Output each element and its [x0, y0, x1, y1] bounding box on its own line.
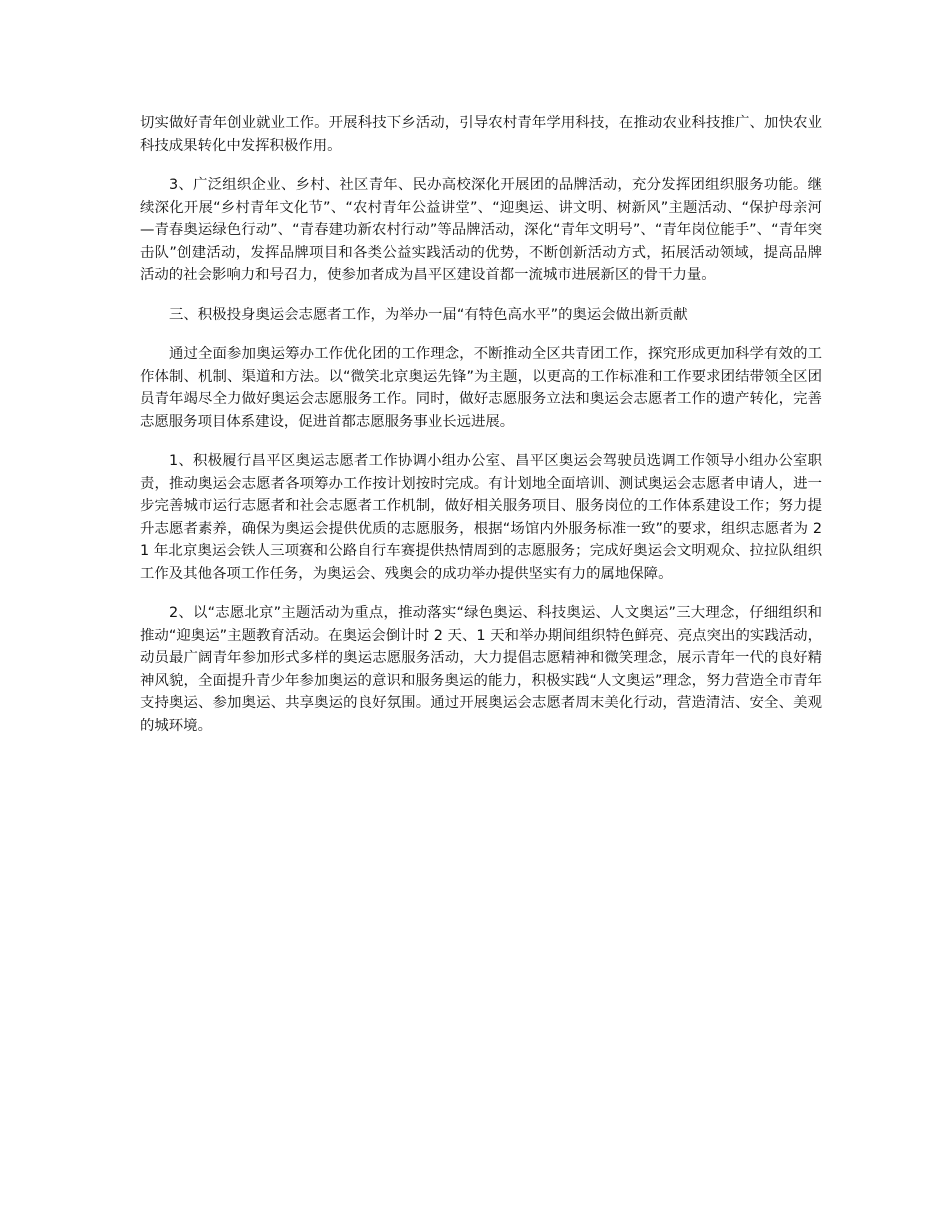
section-heading-olympic-volunteers: 三、积极投身奥运会志愿者工作，为举办一届“有特色高水平”的奥运会做出新贡献 [169, 306, 688, 323]
paragraph-olympic-overview: 通过全面参加奥运筹办工作优化团的工作理念，不断推动全区共青团工作，探究形成更加科学有效的工作体制、机制、渠道和方法。以“微笑北京奥运先锋”为主题，以更高的工作标准和工作要求团结带领全区团员青年竭尽全力做好奥运会志愿服务工作。同时，做好志愿服务立法和奥运会志愿者工作的遗产转化，完善志愿服务项目体系建设，促进首都志愿服务事业长远进展。 [140, 346, 822, 430]
paragraph-volunteer-coordination: 1、积极履行昌平区奥运志愿者工作协调小组办公室、昌平区奥运会驾驶员选调工作领导小组办公室职责，推动奥运会志愿者各项筹办工作按计划按时完成。有计划地全面培训、测试奥运会志愿者申请人，进一步完善城市运行志愿者和社会志愿者工作机制，做好相关服务项目、服务岗位的工作体系建设工作；努力提升志愿者素养，确保为奥运会提供优质的志愿服务，根据“场馆内外服务标准一致”的要求，组织志愿者为 21 年北京奥运会铁人三项赛和公路自行车赛提供热情周到的志愿服务；完成好奥运会文明观众、拉拉队组织工作及其他各项工作任务，为奥运会、残奥会的成功举办提供坚实有力的属地保障。 [140, 453, 822, 582]
paragraph-brand-activities: 3、广泛组织企业、乡村、社区青年、民办高校深化开展团的品牌活动，充分发挥团组织服务功能。继续深化开展“乡村青年文化节”、“农村青年公益讲堂”、“迎奥运、讲文明、树新风”主题活动、“保护母亲河—青春奥运绿色行动”、“青春建功新农村行动”等品牌活动，深化“青年文明号”、“青年岗位能手”、“青年突击队”创建活动，发挥品牌项目和各类公益实践活动的优势，不断创新活动方式，拓展活动领域，提高品牌活动的社会影响力和号召力，使参加者成为昌平区建设首都一流城市进展新区的骨干力量。 [140, 177, 822, 283]
document-page [140, 112, 822, 754]
paragraph-youth-employment: 切实做好青年创业就业工作。开展科技下乡活动，引导农村青年学用科技，在推动农业科技推广、加快农业科技成果转化中发挥积极作用。 [140, 115, 822, 154]
paragraph-volunteer-beijing-campaign: 2、以“志愿北京”主题活动为重点，推动落实“绿色奥运、科技奥运、人文奥运”三大理念，仔细组织和推动“迎奥运”主题教育活动。在奥运会倒计时 2 天、1 天和举办期间组织特色鲜亮、亮点突出的实践活动，动员最广阔青年参加形式多样的奥运志愿服务活动，大力提倡志愿精神和微笑理念，展示青年一代的良好精神风貌，全面提升青少年参加奥运的意识和服务奥运的能力，积极实践“人文奥运”理念，努力营造全市青年支持奥运、参加奥运、共享奥运的良好氛围。通过开展奥运会志愿者周末美化行动，营造清洁、安全、美观的城环境。 [140, 605, 822, 734]
